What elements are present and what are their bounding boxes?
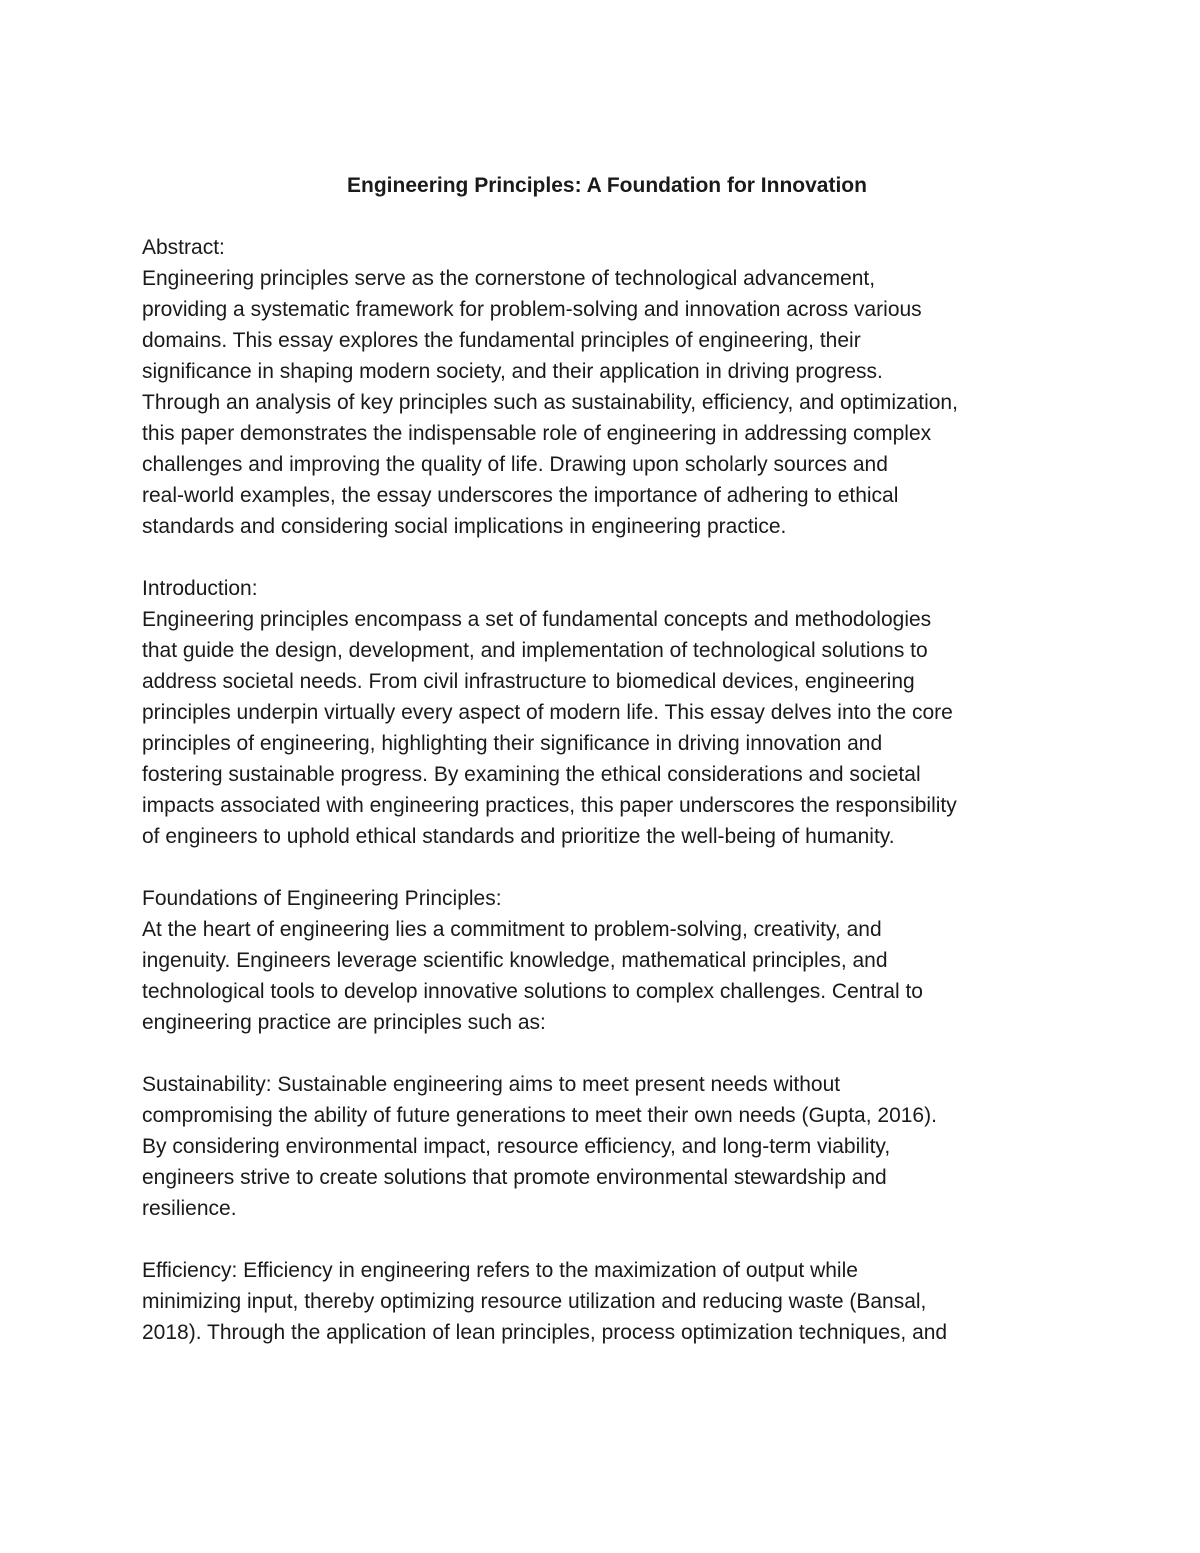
- sustainability-line: Sustainability: Sustainable engineering aims to meet present needs without: [142, 1073, 841, 1096]
- efficiency-line: 2018). Through the application of lean principles, process optimization techniques, and: [142, 1321, 948, 1344]
- efficiency-line: Efficiency: Efficiency in engineering refers to the maximization of output while: [142, 1259, 858, 1282]
- document-title: Engineering Principles: A Foundation for Innovation: [347, 174, 867, 197]
- introduction-line: that guide the design, development, and implementation of technological solutions to: [142, 639, 928, 662]
- introduction-section: [142, 573, 1072, 852]
- efficiency-paragraph: [142, 1255, 1072, 1348]
- introduction-heading: Introduction:: [142, 577, 258, 600]
- introduction-line: principles of engineering, highlighting their significance in driving innovation and: [142, 732, 883, 755]
- foundations-section: [142, 883, 1072, 1038]
- foundations-line: technological tools to develop innovative solutions to complex challenges. Central to: [142, 980, 923, 1003]
- introduction-line: of engineers to uphold ethical standards and prioritize the well-being of humanity.: [142, 825, 895, 848]
- document-body: [142, 170, 1072, 1348]
- sustainability-paragraph: [142, 1069, 1072, 1224]
- abstract-heading: Abstract:: [142, 236, 225, 259]
- abstract-line: challenges and improving the quality of life. Drawing upon scholarly sources and: [142, 453, 888, 476]
- introduction-line: impacts associated with engineering practices, this paper underscores the responsibility: [142, 794, 957, 817]
- introduction-line: address societal needs. From civil infrastructure to biomedical devices, engineering: [142, 670, 915, 693]
- sustainability-line: engineers strive to create solutions that promote environmental stewardship and: [142, 1166, 887, 1189]
- sustainability-line: By considering environmental impact, resource efficiency, and long-term viability,: [142, 1135, 891, 1158]
- introduction-line: principles underpin virtually every aspect of modern life. This essay delves into the core: [142, 701, 953, 724]
- abstract-line: real-world examples, the essay underscores the importance of adhering to ethical: [142, 484, 899, 507]
- sustainability-line: compromising the ability of future generations to meet their own needs (Gupta, 2016).: [142, 1104, 937, 1127]
- abstract-line: Through an analysis of key principles such as sustainability, efficiency, and optimization,: [142, 391, 958, 414]
- sustainability-line: resilience.: [142, 1197, 237, 1220]
- abstract-section: [142, 232, 1072, 542]
- introduction-line: fostering sustainable progress. By examining the ethical considerations and societal: [142, 763, 921, 786]
- abstract-line: providing a systematic framework for problem-solving and innovation across various: [142, 298, 922, 321]
- foundations-line: ingenuity. Engineers leverage scientific knowledge, mathematical principles, and: [142, 949, 888, 972]
- foundations-line: At the heart of engineering lies a commitment to problem-solving, creativity, and: [142, 918, 882, 941]
- abstract-line: this paper demonstrates the indispensable role of engineering in addressing complex: [142, 422, 932, 445]
- introduction-line: Engineering principles encompass a set of fundamental concepts and methodologies: [142, 608, 932, 631]
- efficiency-line: minimizing input, thereby optimizing resource utilization and reducing waste (Bansal,: [142, 1290, 927, 1313]
- abstract-line: significance in shaping modern society, and their application in driving progress.: [142, 360, 883, 383]
- abstract-line: domains. This essay explores the fundamental principles of engineering, their: [142, 329, 861, 352]
- abstract-line: standards and considering social implications in engineering practice.: [142, 515, 787, 538]
- foundations-heading: Foundations of Engineering Principles:: [142, 887, 502, 910]
- abstract-line: Engineering principles serve as the cornerstone of technological advancement,: [142, 267, 876, 290]
- foundations-line: engineering practice are principles such as:: [142, 1011, 546, 1034]
